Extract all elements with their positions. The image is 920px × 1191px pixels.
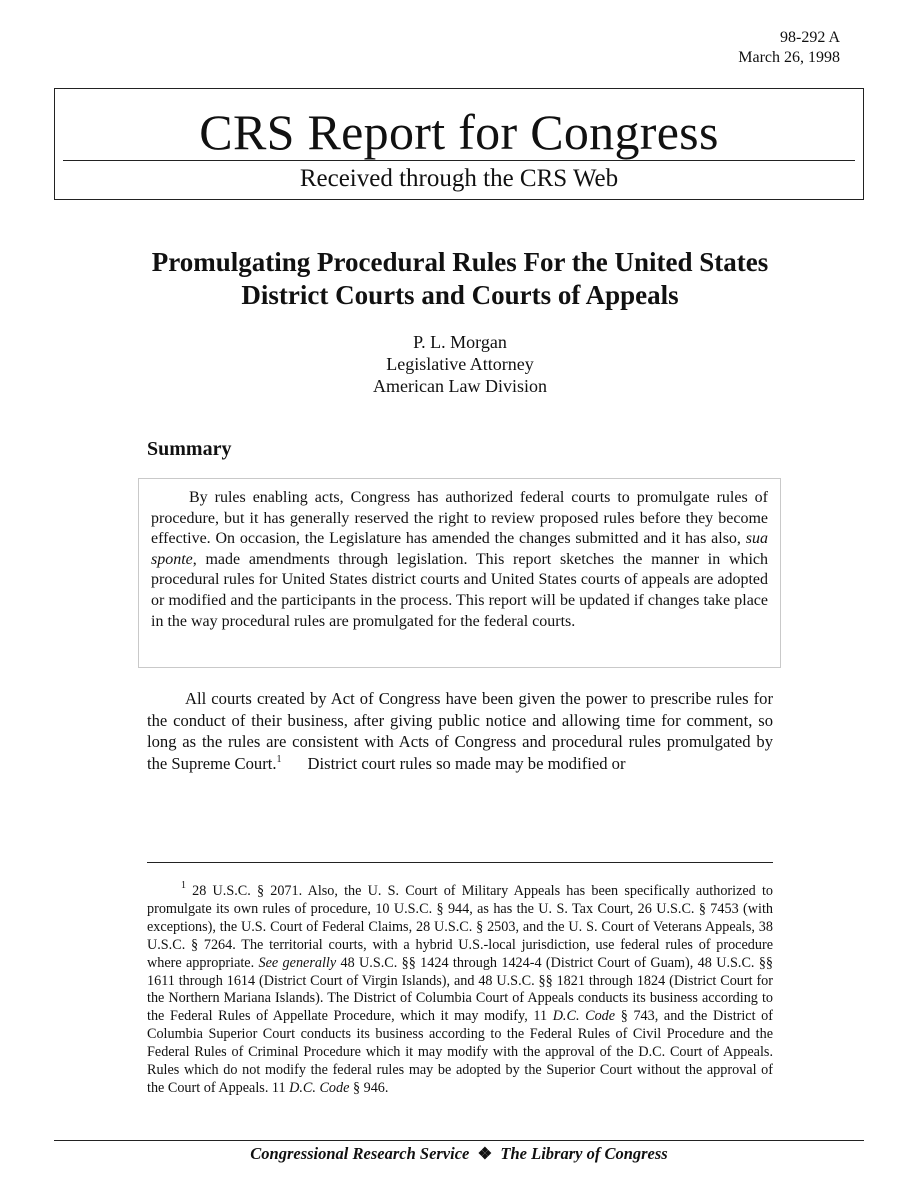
- summary-heading: Summary: [147, 438, 232, 460]
- footnote-text-1: 28 U.S.C. § 2071. Also, the U. S. Court of Military Appeals has been specifically authorized to promulgate its own rules of procedure, 10 U.S.C. § 944, as has the U. S. Tax Court, 26 U.S.C. § 7453 (with exceptions), the U.S. Court of Federal Claims, 28 U.S.C. § 2503, and the U. S. Court of Veterans Appeals, 38 U.S.C. § 7264. The territorial courts, with a hybrid U.S.-local jurisdiction, use federal rules of procedure where appropriate.: [147, 883, 773, 971]
- author-division: American Law Division: [373, 376, 547, 396]
- summary-box: [138, 478, 781, 668]
- author-block: [260, 331, 660, 397]
- body-text-2: District court rules so made may be modified or: [307, 753, 626, 773]
- page-footer: [54, 1144, 864, 1164]
- report-number: 98-292 A: [780, 29, 840, 46]
- banner-divider: [63, 160, 855, 161]
- document-title: Promulgating Procedural Rules For the United States District Courts and Courts of Appeals: [151, 247, 769, 310]
- author-role: Legislative Attorney: [386, 354, 534, 374]
- summary-text-1: By rules enabling acts, Congress has authorized federal courts to promulgate rules of procedure, but it has generally reserved the right to review proposed rules before they become effective. On occasion, the Legislature has amended the changes submitted and it has also,: [151, 489, 768, 548]
- fleuron-icon: ❖: [477, 1144, 493, 1163]
- report-identifier: [738, 28, 840, 68]
- footer-right: The Library of Congress: [500, 1144, 668, 1163]
- body-text: [147, 688, 773, 774]
- report-date: March 26, 1998: [738, 49, 840, 66]
- footnote-text-3: § 743, and the District of Columbia Superior Court conducts its business according to the Federal Rules of Civil Procedure and the Federal Rules of Criminal Procedure which it may modify with the approval of the D.C. Court of Appeals. Rules which do not modify the federal rules may be adopted by the Superior Court without the approval of the Court of Appeals. 11: [147, 1008, 774, 1096]
- summary-italic-term: sua sponte: [151, 530, 768, 568]
- body-paragraph: [147, 688, 773, 774]
- footnote-italic-3: D.C. Code: [289, 1079, 350, 1096]
- footnote: [147, 880, 774, 1098]
- footer-left: Congressional Research Service: [250, 1144, 470, 1163]
- footnote-paragraph: [147, 880, 774, 1098]
- crs-banner: [54, 88, 864, 200]
- footnote-italic-1: See generally: [258, 954, 337, 971]
- author-name: P. L. Morgan: [413, 332, 507, 352]
- footnote-reference[interactable]: 1: [276, 753, 282, 765]
- footnote-text-2: 48 U.S.C. §§ 1424 through 1424-4 (District Court of Guam), 48 U.S.C. §§ 1611 through 1614 (District Court of Virgin Islands), and 48 U.S.C. §§ 1821 through 1824 (District Court for the Northern Mariana Islands). The District of Columbia Court of Appeals conducts its business according to the Federal Rules of Appellate Procedure, which it may modify, 11: [147, 954, 774, 1025]
- body-text-1: All courts created by Act of Congress have been given the power to prescribe rules for the conduct of their business, after giving public notice and allowing time for comment, so long as the rules are consistent with Acts of Congress and procedural rules promulgated by the Supreme Court.: [147, 689, 773, 773]
- footnote-divider: [147, 862, 773, 863]
- footnote-italic-2: D.C. Code: [552, 1008, 616, 1025]
- summary-text-2: , made amendments through legislation. This report sketches the manner in which procedural rules for United States district courts and United States courts of appeals are adopted or modified and the participants in the process. This report will be updated if changes take place in the way procedural rules are promulgated for the federal courts.: [151, 550, 768, 630]
- banner-title: CRS Report for Congress: [199, 104, 719, 160]
- footer-divider: [54, 1140, 864, 1141]
- summary-paragraph: [151, 488, 768, 632]
- footnote-marker: 1: [181, 880, 186, 891]
- banner-subtitle: Received through the CRS Web: [299, 165, 619, 192]
- footnote-text-4: § 946.: [349, 1079, 389, 1096]
